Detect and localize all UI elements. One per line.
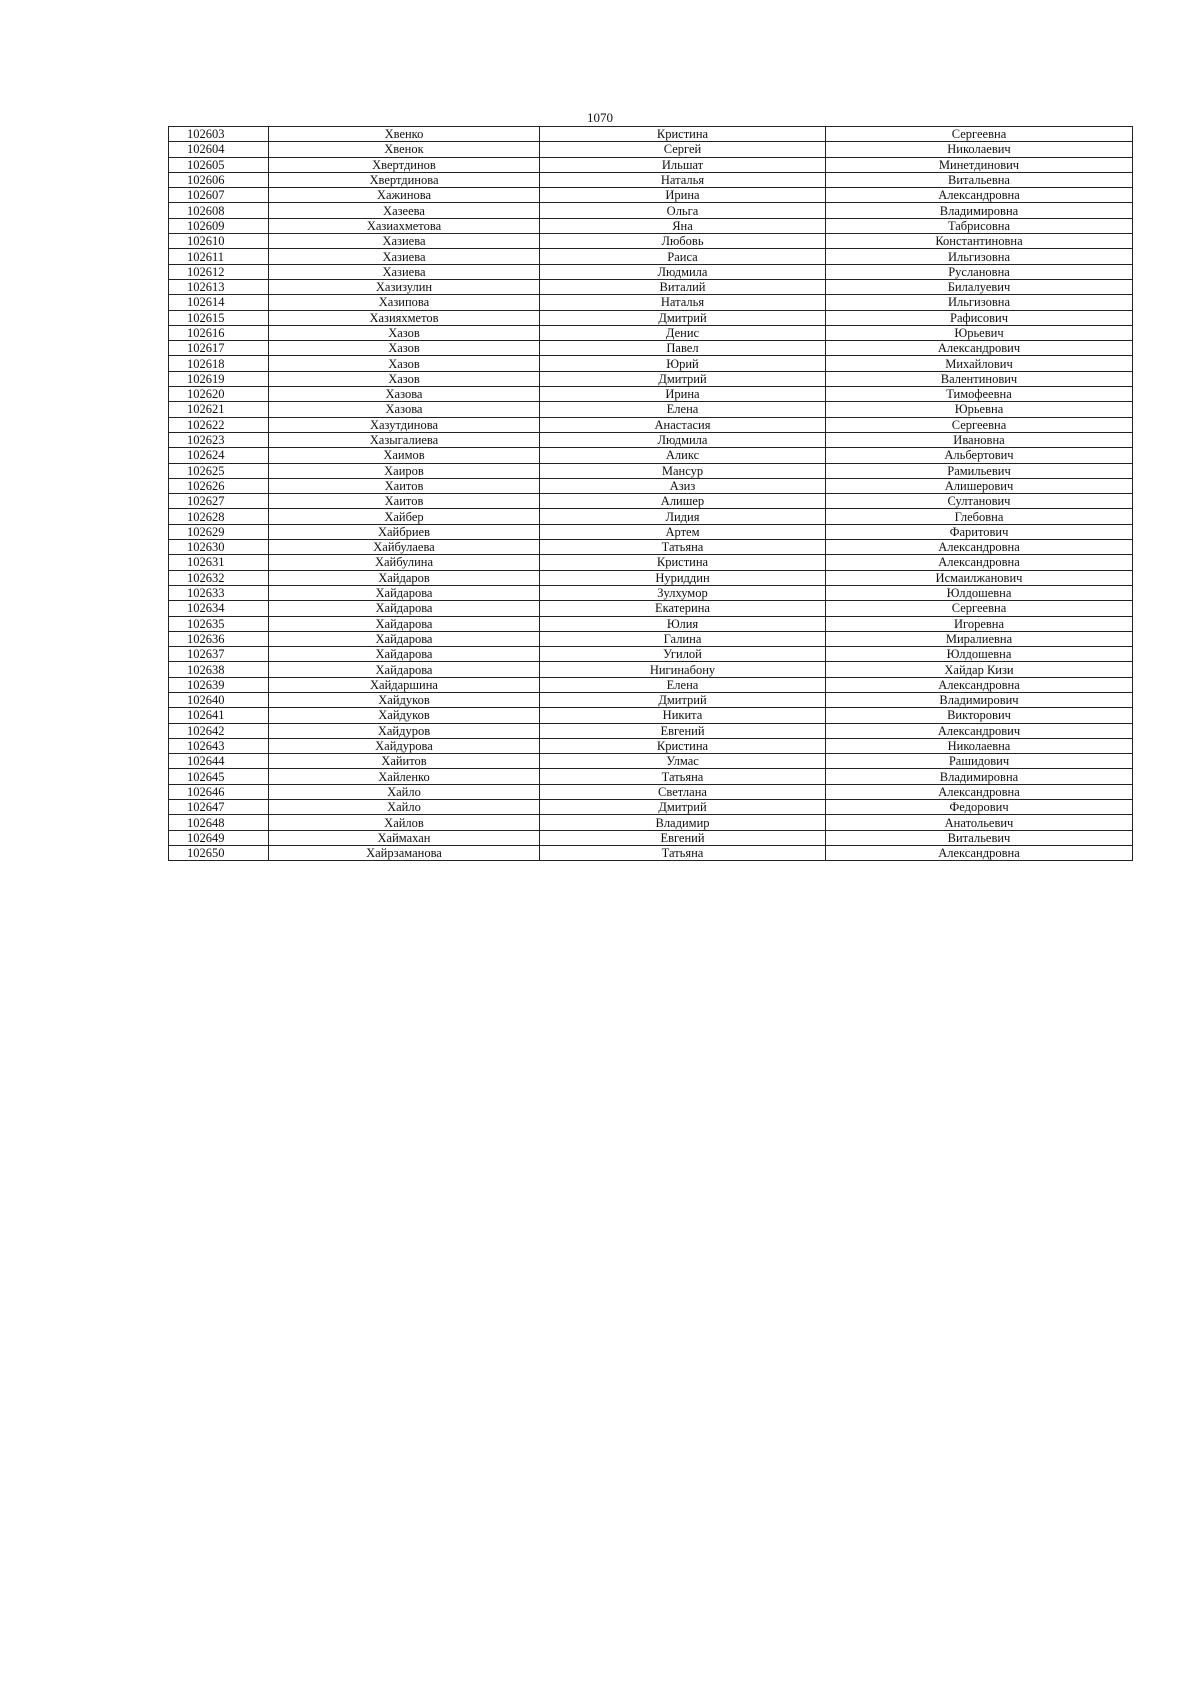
first-name-cell: Нуриддин — [540, 570, 826, 585]
last-name-cell: Хайбриев — [269, 524, 540, 539]
table-row — [169, 708, 1133, 723]
patronymic-cell: Викторович — [826, 708, 1133, 723]
patronymic-cell: Альбертович — [826, 448, 1133, 463]
last-name-cell: Хайдуков — [269, 708, 540, 723]
first-name-cell: Елена — [540, 402, 826, 417]
record-number-cell: 102625 — [169, 463, 269, 478]
table-row — [169, 234, 1133, 249]
last-name-cell: Хвертдинова — [269, 172, 540, 187]
record-number-cell: 102640 — [169, 692, 269, 707]
patronymic-cell: Миралиевна — [826, 631, 1133, 646]
first-name-cell: Никита — [540, 708, 826, 723]
table-row — [169, 830, 1133, 845]
record-number-cell: 102637 — [169, 647, 269, 662]
record-number-cell: 102607 — [169, 188, 269, 203]
record-number-cell: 102617 — [169, 341, 269, 356]
record-number-cell: 102649 — [169, 830, 269, 845]
first-name-cell: Анастасия — [540, 417, 826, 432]
table-row — [169, 325, 1133, 340]
first-name-cell: Мансур — [540, 463, 826, 478]
record-number-cell: 102621 — [169, 402, 269, 417]
first-name-cell: Азиз — [540, 478, 826, 493]
patronymic-cell: Александровна — [826, 677, 1133, 692]
patronymic-cell: Юрьевич — [826, 325, 1133, 340]
patronymic-cell: Николаевич — [826, 142, 1133, 157]
record-number-cell: 102634 — [169, 601, 269, 616]
last-name-cell: Хаимов — [269, 448, 540, 463]
first-name-cell: Дмитрий — [540, 371, 826, 386]
first-name-cell: Павел — [540, 341, 826, 356]
record-number-cell: 102633 — [169, 585, 269, 600]
record-number-cell: 102650 — [169, 845, 269, 860]
table-row — [169, 540, 1133, 555]
table-row — [169, 218, 1133, 233]
first-name-cell: Кристина — [540, 555, 826, 570]
table-row — [169, 310, 1133, 325]
table-row — [169, 662, 1133, 677]
first-name-cell: Сергей — [540, 142, 826, 157]
last-name-cell: Хазиева — [269, 264, 540, 279]
table-row — [169, 203, 1133, 218]
first-name-cell: Екатерина — [540, 601, 826, 616]
first-name-cell: Ольга — [540, 203, 826, 218]
table-row — [169, 738, 1133, 753]
patronymic-cell: Александровна — [826, 784, 1133, 799]
table-row — [169, 432, 1133, 447]
record-number-cell: 102644 — [169, 754, 269, 769]
patronymic-cell: Владимирович — [826, 692, 1133, 707]
page-number: 1070 — [587, 110, 613, 125]
last-name-cell: Хазиева — [269, 234, 540, 249]
table-row — [169, 371, 1133, 386]
table-row — [169, 279, 1133, 294]
record-number-cell: 102606 — [169, 172, 269, 187]
first-name-cell: Раиса — [540, 249, 826, 264]
record-number-cell: 102635 — [169, 616, 269, 631]
patronymic-cell: Александрович — [826, 341, 1133, 356]
patronymic-cell: Ильгизовна — [826, 249, 1133, 264]
patronymic-cell: Фаритович — [826, 524, 1133, 539]
record-number-cell: 102605 — [169, 157, 269, 172]
last-name-cell: Хайдуков — [269, 692, 540, 707]
patronymic-cell: Сергеевна — [826, 127, 1133, 142]
patronymic-cell: Султанович — [826, 494, 1133, 509]
name-table — [168, 126, 1133, 861]
patronymic-cell: Александровна — [826, 540, 1133, 555]
last-name-cell: Хаймахан — [269, 830, 540, 845]
record-number-cell: 102614 — [169, 295, 269, 310]
patronymic-cell: Руслановна — [826, 264, 1133, 279]
patronymic-cell: Александрович — [826, 723, 1133, 738]
table-body — [169, 127, 1133, 861]
first-name-cell: Евгений — [540, 830, 826, 845]
record-number-cell: 102618 — [169, 356, 269, 371]
patronymic-cell: Валентинович — [826, 371, 1133, 386]
patronymic-cell: Николаевна — [826, 738, 1133, 753]
table-row — [169, 692, 1133, 707]
first-name-cell: Евгений — [540, 723, 826, 738]
first-name-cell: Владимир — [540, 815, 826, 830]
record-number-cell: 102646 — [169, 784, 269, 799]
last-name-cell: Хайдарова — [269, 601, 540, 616]
patronymic-cell: Витальевич — [826, 830, 1133, 845]
last-name-cell: Хазеева — [269, 203, 540, 218]
last-name-cell: Хвенок — [269, 142, 540, 157]
patronymic-cell: Сергеевна — [826, 601, 1133, 616]
last-name-cell: Хазиахметова — [269, 218, 540, 233]
record-number-cell: 102632 — [169, 570, 269, 585]
last-name-cell: Хайло — [269, 784, 540, 799]
record-number-cell: 102622 — [169, 417, 269, 432]
first-name-cell: Дмитрий — [540, 310, 826, 325]
record-number-cell: 102611 — [169, 249, 269, 264]
first-name-cell: Денис — [540, 325, 826, 340]
first-name-cell: Кристина — [540, 127, 826, 142]
record-number-cell: 102642 — [169, 723, 269, 738]
record-number-cell: 102648 — [169, 815, 269, 830]
last-name-cell: Хазутдинова — [269, 417, 540, 432]
patronymic-cell: Минетдинович — [826, 157, 1133, 172]
patronymic-cell: Билалуевич — [826, 279, 1133, 294]
last-name-cell: Хайдаров — [269, 570, 540, 585]
table-row — [169, 127, 1133, 142]
record-number-cell: 102616 — [169, 325, 269, 340]
record-number-cell: 102604 — [169, 142, 269, 157]
record-number-cell: 102638 — [169, 662, 269, 677]
first-name-cell: Лидия — [540, 509, 826, 524]
last-name-cell: Хазов — [269, 341, 540, 356]
patronymic-cell: Александровна — [826, 555, 1133, 570]
record-number-cell: 102615 — [169, 310, 269, 325]
first-name-cell: Зулхумор — [540, 585, 826, 600]
last-name-cell: Хайло — [269, 800, 540, 815]
record-number-cell: 102609 — [169, 218, 269, 233]
first-name-cell: Людмила — [540, 432, 826, 447]
record-number-cell: 102630 — [169, 540, 269, 555]
patronymic-cell: Владимировна — [826, 769, 1133, 784]
table-row — [169, 509, 1133, 524]
last-name-cell: Хвенко — [269, 127, 540, 142]
patronymic-cell: Юлдошевна — [826, 585, 1133, 600]
patronymic-cell: Табрисовна — [826, 218, 1133, 233]
table-row — [169, 264, 1133, 279]
last-name-cell: Хажинова — [269, 188, 540, 203]
record-number-cell: 102631 — [169, 555, 269, 570]
last-name-cell: Хайитов — [269, 754, 540, 769]
last-name-cell: Хаиров — [269, 463, 540, 478]
record-number-cell: 102623 — [169, 432, 269, 447]
table-row — [169, 494, 1133, 509]
table-row — [169, 647, 1133, 662]
patronymic-cell: Ивановна — [826, 432, 1133, 447]
patronymic-cell: Юлдошевна — [826, 647, 1133, 662]
patronymic-cell: Ильгизовна — [826, 295, 1133, 310]
table-row — [169, 142, 1133, 157]
first-name-cell: Угилой — [540, 647, 826, 662]
first-name-cell: Нигинабону — [540, 662, 826, 677]
record-number-cell: 102608 — [169, 203, 269, 218]
last-name-cell: Хайбер — [269, 509, 540, 524]
first-name-cell: Наталья — [540, 172, 826, 187]
table-row — [169, 341, 1133, 356]
last-name-cell: Хазипова — [269, 295, 540, 310]
patronymic-cell: Тимофеевна — [826, 387, 1133, 402]
first-name-cell: Любовь — [540, 234, 826, 249]
first-name-cell: Дмитрий — [540, 692, 826, 707]
patronymic-cell: Федорович — [826, 800, 1133, 815]
first-name-cell: Ирина — [540, 387, 826, 402]
last-name-cell: Хайдаршина — [269, 677, 540, 692]
record-number-cell: 102603 — [169, 127, 269, 142]
patronymic-cell: Глебовна — [826, 509, 1133, 524]
last-name-cell: Хайдарова — [269, 585, 540, 600]
patronymic-cell: Владимировна — [826, 203, 1133, 218]
table-row — [169, 754, 1133, 769]
table-row — [169, 402, 1133, 417]
table-row — [169, 387, 1133, 402]
table-row — [169, 157, 1133, 172]
last-name-cell: Хайдуров — [269, 723, 540, 738]
record-number-cell: 102613 — [169, 279, 269, 294]
table-row — [169, 601, 1133, 616]
patronymic-cell: Исмаилжанович — [826, 570, 1133, 585]
record-number-cell: 102629 — [169, 524, 269, 539]
patronymic-cell: Алишерович — [826, 478, 1133, 493]
last-name-cell: Хазыгалиева — [269, 432, 540, 447]
first-name-cell: Яна — [540, 218, 826, 233]
record-number-cell: 102624 — [169, 448, 269, 463]
record-number-cell: 102619 — [169, 371, 269, 386]
table-row — [169, 585, 1133, 600]
first-name-cell: Ирина — [540, 188, 826, 203]
patronymic-cell: Анатольевич — [826, 815, 1133, 830]
first-name-cell: Наталья — [540, 295, 826, 310]
first-name-cell: Юрий — [540, 356, 826, 371]
first-name-cell: Татьяна — [540, 769, 826, 784]
last-name-cell: Хаитов — [269, 494, 540, 509]
patronymic-cell: Хайдар Кизи — [826, 662, 1133, 677]
patronymic-cell: Рашидович — [826, 754, 1133, 769]
first-name-cell: Виталий — [540, 279, 826, 294]
table-row — [169, 478, 1133, 493]
record-number-cell: 102626 — [169, 478, 269, 493]
record-number-cell: 102628 — [169, 509, 269, 524]
patronymic-cell: Константиновна — [826, 234, 1133, 249]
first-name-cell: Юлия — [540, 616, 826, 631]
last-name-cell: Хайдарова — [269, 631, 540, 646]
table-row — [169, 356, 1133, 371]
last-name-cell: Хайдурова — [269, 738, 540, 753]
last-name-cell: Хайленко — [269, 769, 540, 784]
first-name-cell: Елена — [540, 677, 826, 692]
patronymic-cell: Рамильевич — [826, 463, 1133, 478]
last-name-cell: Хайдарова — [269, 662, 540, 677]
record-number-cell: 102645 — [169, 769, 269, 784]
first-name-cell: Людмила — [540, 264, 826, 279]
record-number-cell: 102610 — [169, 234, 269, 249]
last-name-cell: Хайдарова — [269, 616, 540, 631]
patronymic-cell: Александровна — [826, 845, 1133, 860]
table-row — [169, 784, 1133, 799]
last-name-cell: Хаитов — [269, 478, 540, 493]
record-number-cell: 102612 — [169, 264, 269, 279]
first-name-cell: Алишер — [540, 494, 826, 509]
first-name-cell: Дмитрий — [540, 800, 826, 815]
last-name-cell: Хазова — [269, 402, 540, 417]
last-name-cell: Хайдарова — [269, 647, 540, 662]
first-name-cell: Татьяна — [540, 540, 826, 555]
patronymic-cell: Михайлович — [826, 356, 1133, 371]
first-name-cell: Аликс — [540, 448, 826, 463]
record-number-cell: 102647 — [169, 800, 269, 815]
patronymic-cell: Рафисович — [826, 310, 1133, 325]
table-row — [169, 295, 1133, 310]
table-row — [169, 769, 1133, 784]
table-row — [169, 249, 1133, 264]
table-row — [169, 172, 1133, 187]
table-row — [169, 845, 1133, 860]
table-row — [169, 723, 1133, 738]
last-name-cell: Хвертдинов — [269, 157, 540, 172]
patronymic-cell: Игоревна — [826, 616, 1133, 631]
record-number-cell: 102641 — [169, 708, 269, 723]
last-name-cell: Хазов — [269, 325, 540, 340]
first-name-cell: Ильшат — [540, 157, 826, 172]
first-name-cell: Артем — [540, 524, 826, 539]
first-name-cell: Кристина — [540, 738, 826, 753]
patronymic-cell: Юрьевна — [826, 402, 1133, 417]
last-name-cell: Хайлов — [269, 815, 540, 830]
last-name-cell: Хазова — [269, 387, 540, 402]
patronymic-cell: Сергеевна — [826, 417, 1133, 432]
first-name-cell: Светлана — [540, 784, 826, 799]
table-row — [169, 524, 1133, 539]
last-name-cell: Хазов — [269, 371, 540, 386]
record-number-cell: 102639 — [169, 677, 269, 692]
record-number-cell: 102643 — [169, 738, 269, 753]
last-name-cell: Хазияхметов — [269, 310, 540, 325]
table-row — [169, 800, 1133, 815]
table-row — [169, 815, 1133, 830]
last-name-cell: Хайбулина — [269, 555, 540, 570]
first-name-cell: Галина — [540, 631, 826, 646]
last-name-cell: Хайбулаева — [269, 540, 540, 555]
last-name-cell: Хайрзаманова — [269, 845, 540, 860]
last-name-cell: Хазизулин — [269, 279, 540, 294]
table-row — [169, 570, 1133, 585]
last-name-cell: Хазиева — [269, 249, 540, 264]
table-row — [169, 555, 1133, 570]
record-number-cell: 102636 — [169, 631, 269, 646]
record-number-cell: 102627 — [169, 494, 269, 509]
last-name-cell: Хазов — [269, 356, 540, 371]
record-number-cell: 102620 — [169, 387, 269, 402]
patronymic-cell: Витальевна — [826, 172, 1133, 187]
table-row — [169, 188, 1133, 203]
table-row — [169, 463, 1133, 478]
table-row — [169, 677, 1133, 692]
table-row — [169, 448, 1133, 463]
table-row — [169, 417, 1133, 432]
patronymic-cell: Александровна — [826, 188, 1133, 203]
table-row — [169, 616, 1133, 631]
first-name-cell: Улмас — [540, 754, 826, 769]
table-row — [169, 631, 1133, 646]
first-name-cell: Татьяна — [540, 845, 826, 860]
